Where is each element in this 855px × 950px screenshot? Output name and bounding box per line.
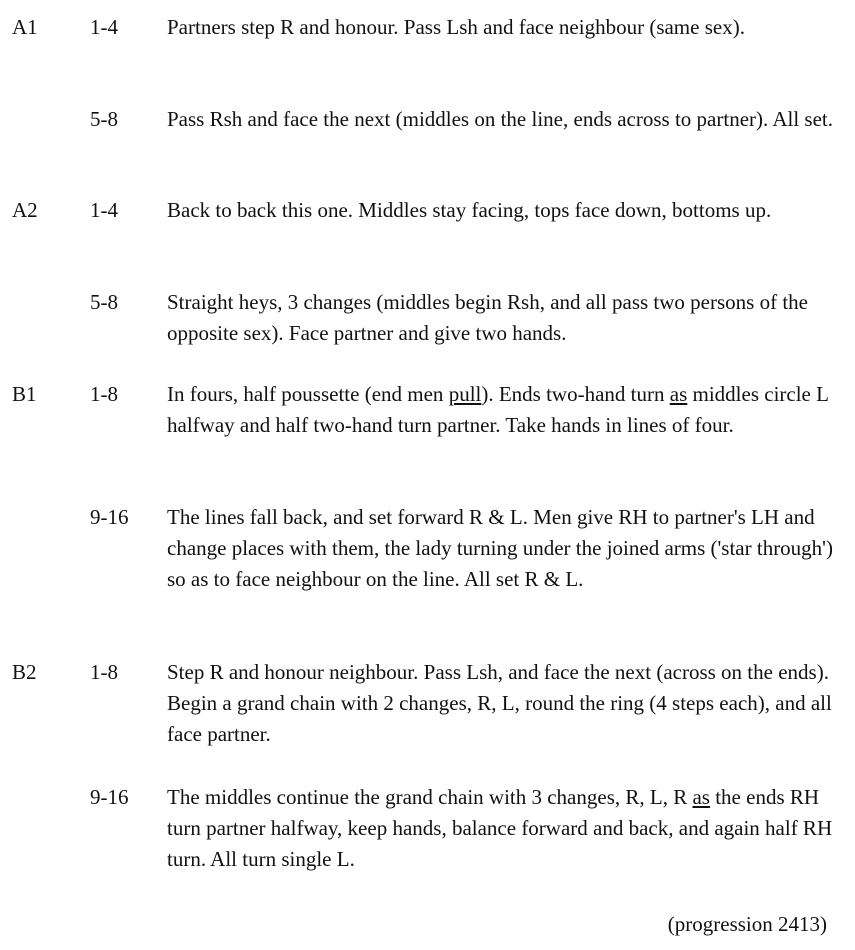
figure-description	[167, 12, 837, 43]
description-text: The lines fall back, and set forward R & L. Men give RH to partner's LH and change places with them, the lady turning under the joined arms ('star through') so as to face neighbour on the line. All set R & L.	[167, 505, 833, 591]
description-text: The middles continue the grand chain with 3 changes, R, L, R	[167, 785, 693, 809]
underlined-word: as	[692, 785, 710, 809]
description-text: the ends RH turn partner halfway, keep hands, balance forward and back, and again half RH turn. All turn single L.	[167, 785, 833, 871]
figure-description	[167, 287, 837, 349]
underlined-word: as	[669, 382, 688, 406]
bar-range: 5-8	[90, 107, 118, 131]
bar-range: 1-4	[90, 198, 118, 222]
bar-range: 9-16	[90, 785, 129, 809]
description-text: Partners step R and honour. Pass Lsh and face neighbour (same sex).	[167, 15, 745, 39]
underlined-word: pull	[448, 382, 482, 406]
part-label: A1	[12, 15, 38, 39]
figure-description	[167, 195, 837, 226]
progression-note: (progression 2413)	[667, 912, 827, 936]
description-text: Back to back this one. Middles stay facing, tops face down, bottoms up.	[167, 198, 772, 222]
bar-range: 9-16	[90, 505, 129, 529]
figure-description	[167, 104, 837, 135]
bar-range: 5-8	[90, 290, 118, 314]
figure-description	[167, 502, 837, 595]
bar-range: 1-8	[90, 660, 118, 684]
figure-description	[167, 782, 837, 875]
bar-range: 1-8	[90, 382, 118, 406]
part-label: B2	[12, 660, 37, 684]
description-text: Pass Rsh and face the next (middles on the line, ends across to partner). All set.	[167, 107, 834, 131]
figure-description	[167, 379, 837, 441]
part-label: B1	[12, 382, 37, 406]
description-text: In fours, half poussette (end men	[167, 382, 449, 406]
description-text: ). Ends two-hand turn	[481, 382, 670, 406]
figure-description	[167, 657, 837, 750]
part-label: A2	[12, 198, 38, 222]
description-text: Straight heys, 3 changes (middles begin Rsh, and all pass two persons of the opposite sex). Face partner and give two hands.	[167, 290, 808, 345]
description-text: Step R and honour neighbour. Pass Lsh, and face the next (across on the ends). Begin a grand chain with 2 changes, R, L, round the ring (4 steps each), and all face partner.	[167, 660, 832, 746]
bar-range: 1-4	[90, 15, 118, 39]
description-text: middles circle L halfway and half two-hand turn partner. Take hands in lines of four.	[167, 382, 829, 437]
